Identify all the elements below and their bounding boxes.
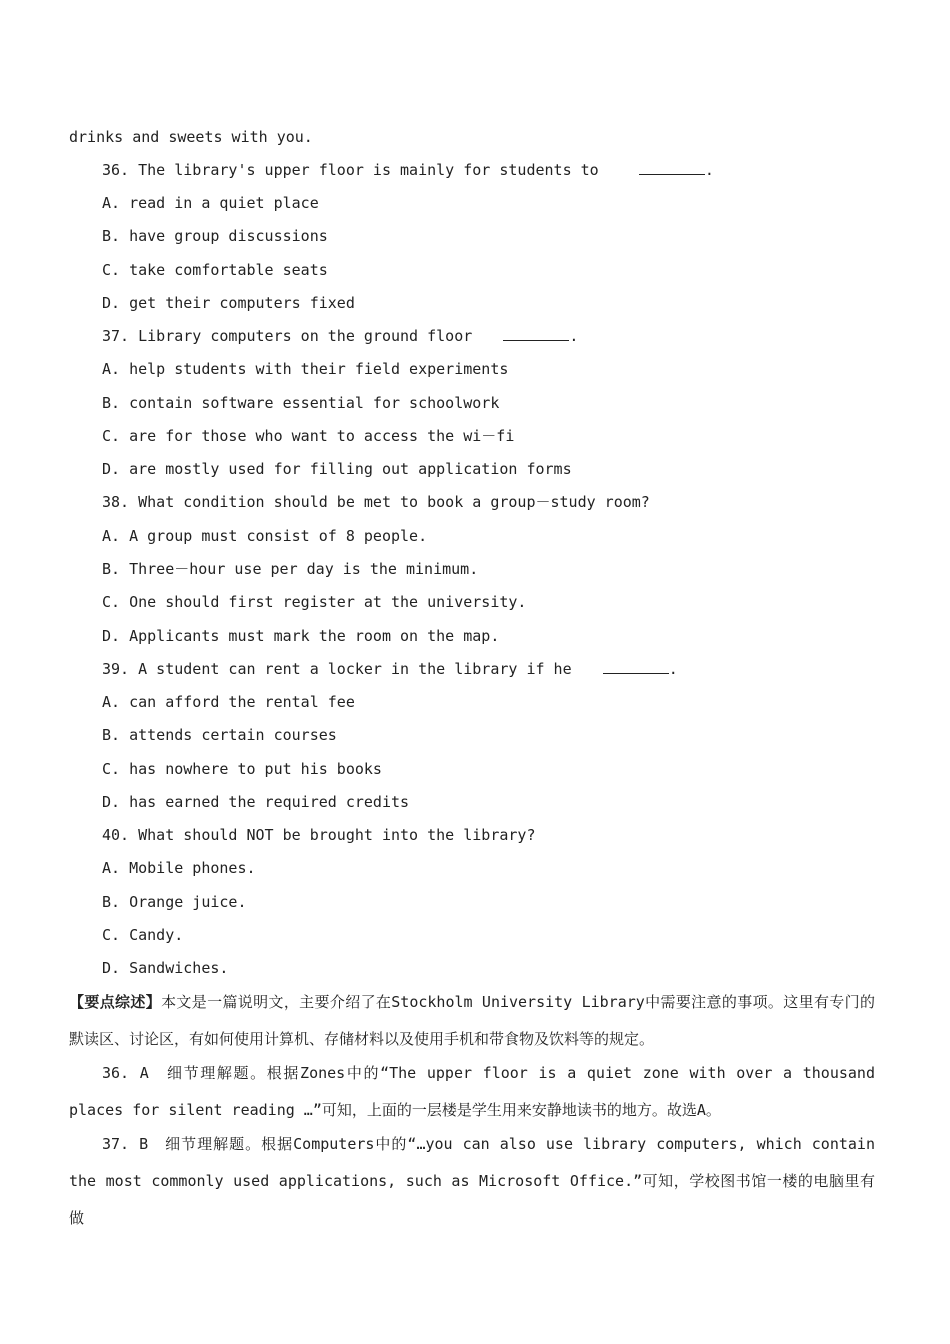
option: B. contain software essential for schoolwork — [102, 394, 500, 412]
option: C. take comfortable seats — [102, 261, 328, 279]
question-36 — [102, 160, 714, 180]
answer-37: 37. B 细节理解题。根据Computers中的“…you can also use library computers, which contain the most commonly used applications, such as Microsoft Office.”可知，学校图书馆一楼的电脑里有做 — [69, 1135, 875, 1227]
summary-label: 【要点综述】 — [69, 993, 162, 1011]
option: A. read in a quiet place — [102, 194, 319, 212]
option: B. Three－hour use per day is the minimum. — [102, 560, 479, 578]
intro-tail: drinks and sweets with you. — [69, 128, 313, 146]
option: A. help students with their field experiments — [102, 360, 509, 378]
option: D. has earned the required credits — [102, 793, 410, 811]
summary-text: 本文是一篇说明文，主要介绍了在Stockholm University Library中需要注意的事项。这里有专门的默读区、讨论区，有如何使用计算机、存储材料以及使用手机和带食物及饮料等的规定。 — [69, 993, 875, 1048]
question-40: 40. What should NOT be brought into the library? — [102, 826, 536, 844]
option: D. Sandwiches. — [102, 959, 229, 977]
answer-blank — [603, 659, 669, 674]
option: A. Mobile phones. — [102, 859, 256, 877]
option: C. Candy. — [102, 926, 184, 944]
option: D. are mostly used for filling out application forms — [102, 460, 572, 478]
option: C. One should first register at the university. — [102, 593, 527, 611]
question-stem: 39. A student can rent a locker in the library if he — [102, 660, 572, 678]
option: A. can afford the rental fee — [102, 693, 355, 711]
stem-suffix: . — [704, 161, 714, 179]
question-37 — [102, 326, 578, 346]
question-stem: 36. The library's upper floor is mainly for students to — [102, 161, 599, 179]
option: B. Orange juice. — [102, 893, 247, 911]
option: A. A group must consist of 8 people. — [102, 527, 428, 545]
question-39 — [102, 659, 678, 679]
answer-blank — [639, 160, 705, 175]
stem-suffix: . — [569, 327, 579, 345]
summary-paragraph — [69, 984, 875, 1058]
question-stem: 37. Library computers on the ground floor — [102, 327, 473, 345]
answer-blank — [503, 326, 569, 341]
stem-suffix: . — [668, 660, 678, 678]
option: C. are for those who want to access the wi－fi — [102, 427, 515, 445]
option: C. has nowhere to put his books — [102, 760, 382, 778]
option: D. Applicants must mark the room on the map. — [102, 627, 500, 645]
option: B. attends certain courses — [102, 726, 337, 744]
option: D. get their computers fixed — [102, 294, 355, 312]
answer-36: 36. A 细节理解题。根据Zones中的“The upper floor is a quiet zone with over a thousand places for silent reading …”可知，上面的一层楼是学生用来安静地读书的地方。故选A。 — [69, 1064, 875, 1119]
option: B. have group discussions — [102, 227, 328, 245]
question-38: 38. What condition should be met to book a group－study room? — [102, 493, 650, 511]
